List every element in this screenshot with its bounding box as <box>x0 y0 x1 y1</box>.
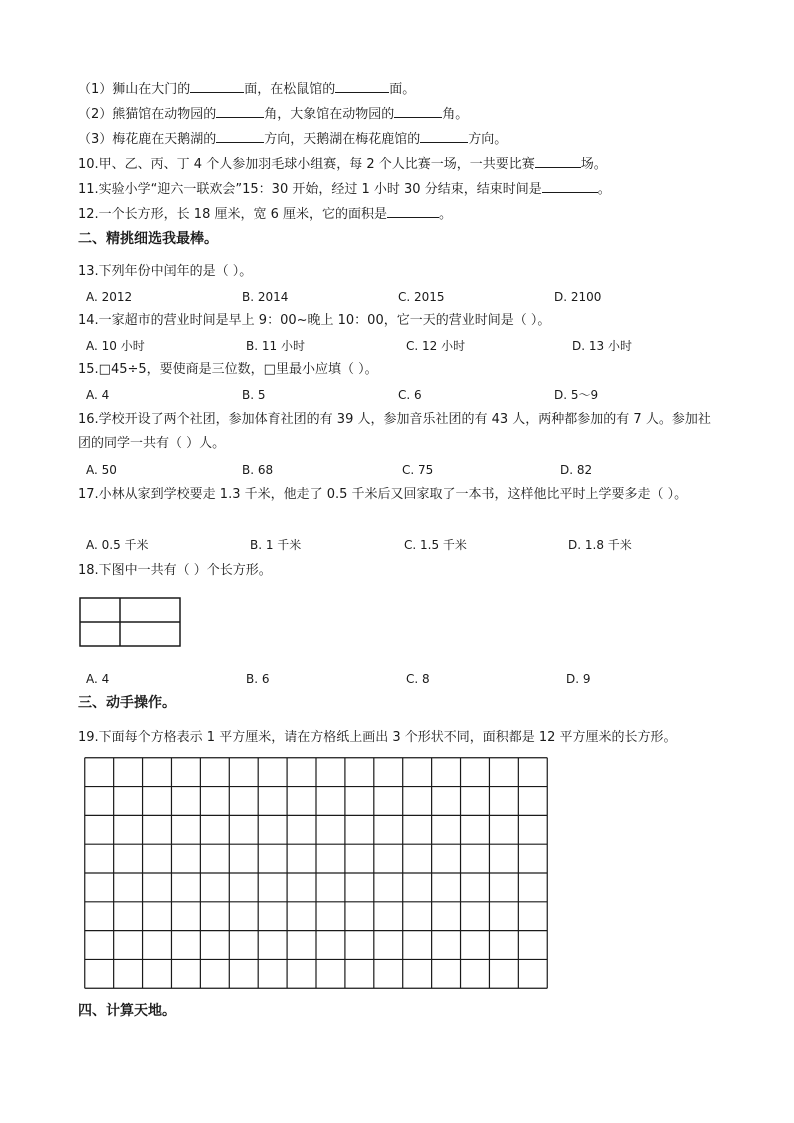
q9-sub2: （2）熊猫馆在动物园的 角，大象馆在动物园的 角。 <box>78 107 469 122</box>
option-b[interactable]: B. 11 小时 <box>246 339 305 353</box>
q18-options <box>86 670 686 688</box>
q14-stem: 14.一家超市的营业时间是早上 9：00~晚上 10：00，它一天的营业时间是（ ）。 <box>78 313 551 328</box>
q15-stem: 15.□45÷5，要使商是三位数，□里最小应填（ ）。 <box>78 362 378 377</box>
option-b[interactable]: B. 2014 <box>242 290 289 304</box>
answer-blank[interactable] <box>216 130 264 143</box>
option-d[interactable]: D. 5～9 <box>554 388 599 402</box>
q12: 12.一个长方形，长 18 厘米，宽 6 厘米，它的面积是 。 <box>78 207 453 222</box>
answer-blank[interactable] <box>535 155 581 168</box>
option-d[interactable]: D. 82 <box>560 463 593 477</box>
option-b[interactable]: B. 1 千米 <box>250 538 302 552</box>
option-a[interactable]: A. 2012 <box>86 290 133 304</box>
q9-sub1: （1）狮山在大门的 面，在松鼠馆的 面。 <box>78 82 416 97</box>
option-a[interactable]: A. 0.5 千米 <box>86 538 149 552</box>
q16-options <box>86 461 686 479</box>
q14-options <box>86 337 686 355</box>
option-d[interactable]: D. 9 <box>566 672 591 686</box>
option-b[interactable]: B. 68 <box>242 463 274 477</box>
q13-options <box>86 288 686 306</box>
option-d[interactable]: D. 2100 <box>554 290 602 304</box>
option-d[interactable]: D. 13 小时 <box>572 339 632 353</box>
q10: 10.甲、乙、丙、丁 4 个人参加羽毛球小组赛，每 2 个人比赛一场，一共要比赛 场。 <box>78 157 607 172</box>
square-grid[interactable] <box>84 757 548 989</box>
answer-blank[interactable] <box>420 130 468 143</box>
answer-blank[interactable] <box>216 105 264 118</box>
option-c[interactable]: C. 8 <box>406 672 430 686</box>
option-b[interactable]: B. 5 <box>242 388 266 402</box>
option-a[interactable]: A. 50 <box>86 463 117 477</box>
option-a[interactable]: A. 10 小时 <box>86 339 145 353</box>
answer-blank[interactable] <box>542 180 598 193</box>
q15-options <box>86 386 686 404</box>
option-c[interactable]: C. 75 <box>402 463 434 477</box>
section-heading-3: 三、动手操作。 <box>78 695 176 711</box>
q18-stem: 18.下图中一共有（ ）个长方形。 <box>78 563 272 578</box>
answer-blank[interactable] <box>190 80 244 93</box>
section-heading-2: 二、精挑细选我最棒。 <box>78 231 218 247</box>
option-c[interactable]: C. 12 小时 <box>406 339 466 353</box>
option-a[interactable]: A. 4 <box>86 672 110 686</box>
q17-options <box>86 536 686 554</box>
q11: 11.实验小学“迎六一联欢会”15：30 开始，经过 1 小时 30 分结束，结束时间是 。 <box>78 182 611 197</box>
option-a[interactable]: A. 4 <box>86 388 110 402</box>
q16-stem: 16.学校开设了两个社团，参加体育社团的有 39 人，参加音乐社团的有 43 人，两种都参加的有 7 人。参加社团的同学一共有（ ）人。 <box>78 412 711 451</box>
option-c[interactable]: C. 6 <box>398 388 422 402</box>
answer-blank[interactable] <box>387 205 439 218</box>
option-d[interactable]: D. 1.8 千米 <box>568 538 632 552</box>
q17-stem: 17.小林从家到学校要走 1.3 千米，他走了 0.5 千米后又回家取了一本书，这样他比平时上学要多走（ ）。 <box>78 487 688 502</box>
option-c[interactable]: C. 2015 <box>398 290 445 304</box>
q13-stem: 13.下列年份中闰年的是（ ）。 <box>78 264 253 279</box>
option-c[interactable]: C. 1.5 千米 <box>404 538 467 552</box>
q19-stem: 19.下面每个方格表示 1 平方厘米，请在方格纸上画出 3 个形状不同，面积都是 12 平方厘米的长方形。 <box>78 730 677 745</box>
option-b[interactable]: B. 6 <box>246 672 270 686</box>
q9-sub3: （3）梅花鹿在天鹅湖的 方向，天鹅湖在梅花鹿馆的 方向。 <box>78 132 508 147</box>
answer-blank[interactable] <box>394 105 442 118</box>
answer-blank[interactable] <box>335 80 389 93</box>
section-heading-4: 四、计算天地。 <box>78 1003 176 1019</box>
rectangle-figure <box>79 597 181 647</box>
